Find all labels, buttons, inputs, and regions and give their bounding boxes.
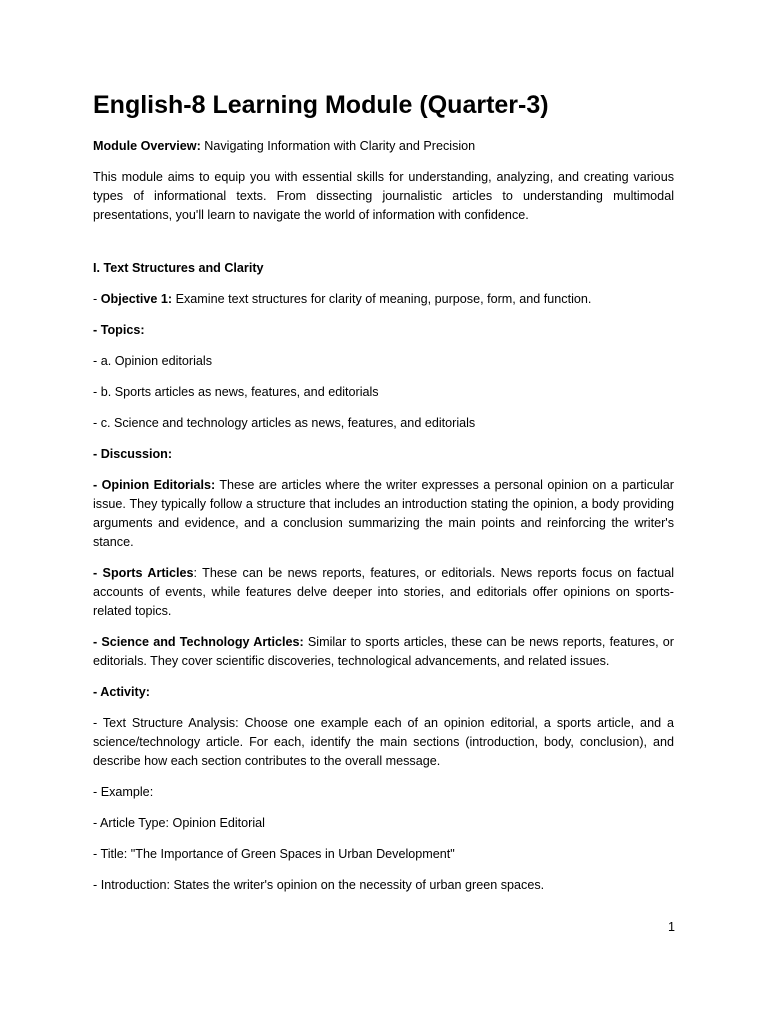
objective-line [93, 290, 674, 309]
opinion-text: These are articles where the writer expresses a personal opinion on a particular issue. They typically follow a structure that includes an introduction stating the opinion, a body providing arguments and evidence, and a conclusion summarizing the main points and reinforcing the writer's stance. [93, 478, 675, 549]
discussion-label: - Discussion: [93, 447, 173, 461]
topics-heading [93, 321, 674, 340]
sports-label: - Sports Articles [93, 566, 194, 580]
topic-item: - b. Sports articles as news, features, and editorials [93, 385, 379, 399]
topics-label: - Topics: [93, 323, 145, 337]
overview-label: Module Overview: [93, 139, 201, 153]
example-heading: - Example: [93, 785, 154, 799]
page-number: 1 [667, 920, 675, 934]
topic-item: - a. Opinion editorials [93, 354, 213, 368]
section-heading [93, 259, 674, 278]
activity-paragraph: - Text Structure Analysis: Choose one example each of an opinion editorial, a sports article, and a science/technology article. For each, identify the main sections (introduction, body, conclusion), and describe how each section contributes to the overall message. [93, 716, 674, 768]
example-item: - Title: "The Importance of Green Spaces in Urban Development" [93, 847, 455, 861]
intro-paragraph: This module aims to equip you with essential skills for understanding, analyzing, and creating various types of informational texts. From dissecting journalistic articles to understanding multimodal presentations, you'll learn to navigate the world of information with confidence. [93, 170, 674, 222]
discussion-heading [93, 445, 674, 464]
section1-heading: I. Text Structures and Clarity [93, 261, 264, 275]
opinion-label: - Opinion Editorials: [93, 478, 216, 492]
example-item: - Introduction: States the writer's opinion on the necessity of urban green spaces. [93, 878, 545, 892]
activity-heading [93, 683, 674, 702]
science-text: Similar to sports articles, these can be news reports, features, or editorials. They cover scientific discoveries, technological advancements, and related issues. [93, 635, 674, 668]
opinion-paragraph [93, 476, 674, 552]
sports-text: : These can be news reports, features, or editorials. News reports focus on factual accounts of events, while features delve deeper into stories, and editorials offer opinions on sports-related topics. [93, 566, 674, 618]
example-item: - Article Type: Opinion Editorial [93, 816, 265, 830]
objective-prefix: - [93, 292, 101, 306]
objective-label: Objective 1: [100, 292, 173, 306]
science-label: - Science and Technology Articles: [93, 635, 304, 649]
document-title: English-8 Learning Module (Quarter-3) [93, 91, 549, 119]
objective-text: Examine text structures for clarity of meaning, purpose, form, and function. [172, 292, 592, 306]
topic-item: - c. Science and technology articles as news, features, and editorials [93, 416, 476, 430]
module-overview [93, 137, 674, 156]
science-paragraph [93, 633, 674, 671]
overview-text: Navigating Information with Clarity and Precision [200, 139, 476, 153]
page-content [93, 88, 674, 907]
sports-paragraph [93, 564, 674, 621]
activity-label: - Activity: [93, 685, 150, 699]
